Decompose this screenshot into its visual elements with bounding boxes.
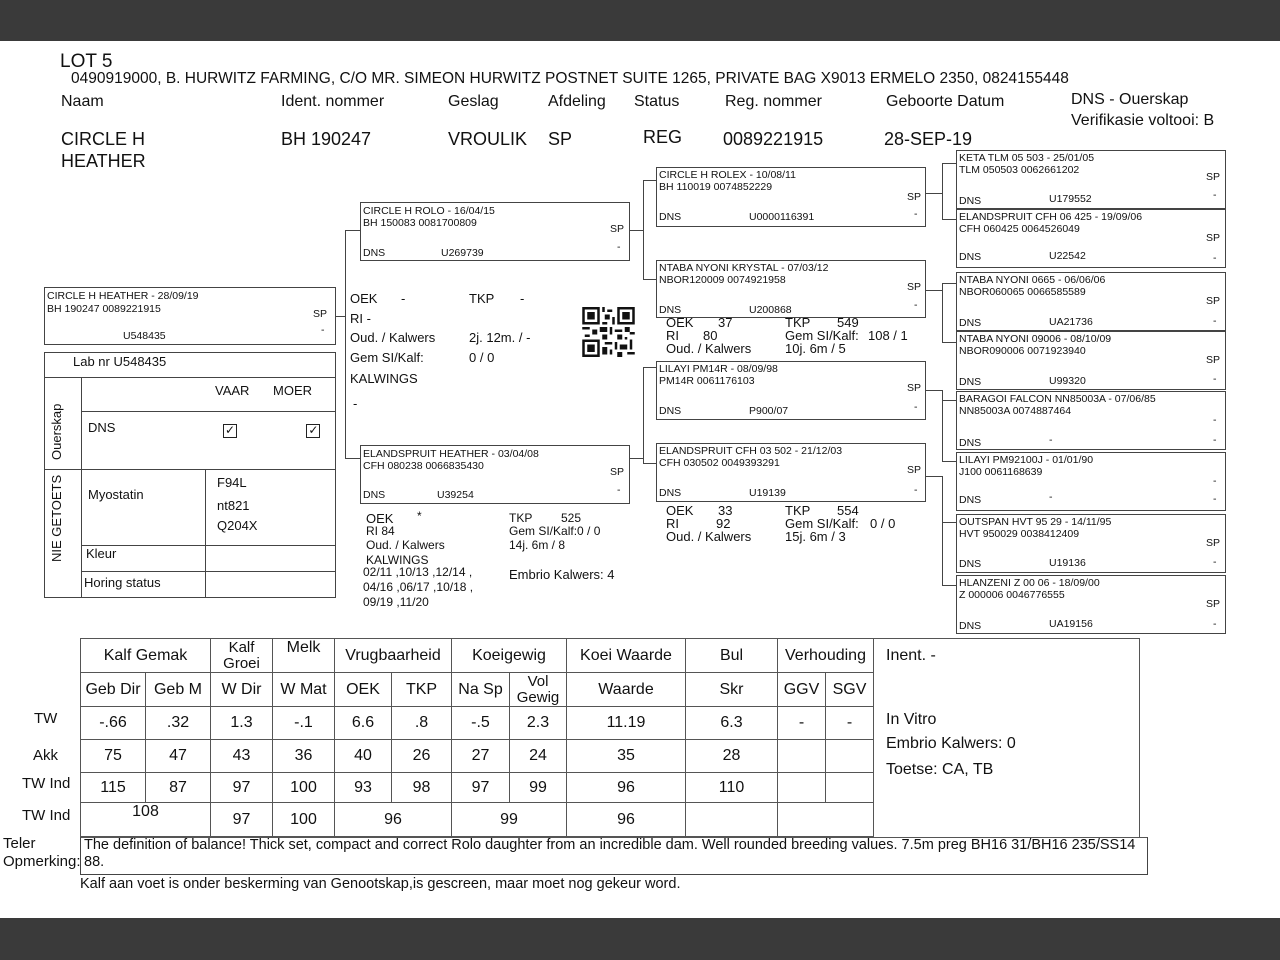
- tw-cell: -.66: [81, 707, 146, 740]
- myo-q204x: Q204X: [217, 518, 258, 533]
- gp-id: NBOR120009 0074921958: [659, 274, 786, 286]
- dam-embrio: Embrio Kalwers: 4: [509, 567, 615, 582]
- animal-geboorte: 28-SEP-19: [884, 129, 973, 149]
- tw-cell: 6.6: [335, 707, 392, 740]
- row-label-twind: TW Ind: [22, 775, 71, 792]
- tw-cell: 6.3: [686, 707, 778, 740]
- akk-cell: [778, 740, 826, 773]
- gp4-gem-val: 0 / 0: [870, 516, 896, 531]
- lab-horing: Horing status: [84, 575, 161, 590]
- connector: [942, 390, 943, 401]
- subj-gem-val: 0 / 0: [469, 350, 495, 365]
- ggp-box-4: [956, 331, 1226, 390]
- ggp-box-8: [956, 575, 1226, 634]
- sub-oek: OEK: [335, 673, 392, 707]
- hdr-melk: Melk: [273, 639, 335, 673]
- akk-cell: 35: [567, 740, 686, 773]
- subject-dash: -: [321, 324, 325, 336]
- gp-code: U0000116391: [749, 211, 815, 223]
- connector: [942, 461, 956, 462]
- connector: [942, 522, 956, 523]
- connector: [925, 390, 943, 391]
- embrio-kalwers: Embrio Kalwers: 0: [886, 735, 1016, 752]
- sub-w-mat: W Mat: [273, 673, 335, 707]
- lab-moer: MOER: [273, 383, 312, 398]
- ggp-dns: DNS: [959, 437, 982, 449]
- connector: [942, 283, 943, 343]
- connector: [942, 219, 956, 220]
- gp-sp: SP: [907, 382, 922, 394]
- hdr-kalf-groei: [211, 639, 273, 673]
- ggp-title: NTABA NYONI 09006 - 08/10/09: [959, 333, 1112, 345]
- dam-dash: -: [617, 484, 621, 496]
- gp-dash: -: [914, 299, 918, 311]
- lab-vaar: VAAR: [215, 383, 250, 398]
- sub-w-dir: W Dir: [211, 673, 273, 707]
- lab-kleur: Kleur: [86, 546, 117, 561]
- tw-cell: -: [826, 707, 874, 740]
- col-geboorte: Geboorte Datum: [886, 93, 1005, 110]
- ggp-sp: SP: [1206, 598, 1221, 610]
- hdr-bul: Bul: [686, 639, 778, 673]
- gp-id: PM14R 0061176103: [659, 375, 755, 387]
- animal-afdeling: SP: [548, 129, 573, 149]
- akk-cell: 27: [452, 740, 510, 773]
- ggp-dash: -: [1213, 414, 1217, 426]
- ggp-sp: SP: [1206, 295, 1221, 307]
- lab-nie-getoets: NIE GETOETS: [49, 474, 64, 562]
- vaar-check-icon: ✓: [224, 423, 236, 437]
- sire-code: U269739: [441, 247, 484, 259]
- twind-cell: 93: [335, 773, 392, 803]
- dam-kalwings-3: 09/19 ,11/20: [363, 595, 429, 609]
- ggp-sp: SP: [1206, 537, 1221, 549]
- animal-reg: 0089221915: [723, 129, 824, 149]
- twind-cell: 99: [510, 773, 567, 803]
- subj-oud-val: 2j. 12m. / -: [469, 330, 531, 345]
- twind-cell: 110: [686, 773, 778, 803]
- connector: [643, 180, 644, 280]
- gp2-age: 10j. 6m / 5: [785, 341, 846, 356]
- twind-cell: 96: [567, 773, 686, 803]
- sub-waarde: Waarde: [567, 673, 686, 707]
- ggp-title: BARAGOI FALCON NN85003A - 07/06/85: [959, 393, 1156, 405]
- akk-cell: 26: [392, 740, 452, 773]
- connector: [643, 279, 656, 280]
- connector: [925, 476, 943, 477]
- ggp-box-5: [956, 391, 1226, 450]
- dns-verifikasie: Verifikasie voltooi: B: [1071, 112, 1215, 129]
- connector: [925, 290, 943, 291]
- subject-code: U548435: [123, 330, 166, 342]
- ggp-dash: -: [1213, 315, 1217, 327]
- dam-dns: DNS: [363, 489, 386, 501]
- ggp-code: UA21736: [1049, 316, 1093, 328]
- sub-na-sp: Na Sp: [452, 673, 510, 707]
- ggp-title: LILAYI PM92100J - 01/01/90: [959, 454, 1094, 466]
- ggp-dns: DNS: [959, 317, 982, 329]
- animal-name-2: HEATHER: [61, 151, 146, 171]
- dam-title: ELANDSPRUIT HEATHER - 03/04/08: [363, 448, 539, 460]
- gp-box-2: [656, 260, 926, 318]
- myo-nt821: nt821: [217, 498, 250, 513]
- lab-dns: DNS: [88, 420, 116, 435]
- ggp-sp: SP: [1206, 232, 1221, 244]
- ggp-dash: -: [1213, 556, 1217, 568]
- connector: [942, 400, 956, 401]
- subject-id: BH 190247 0089221915: [47, 303, 161, 315]
- tw-cell: 1.3: [211, 707, 273, 740]
- dam-kalwings-2: 04/16 ,06/17 ,10/18 ,: [363, 580, 474, 594]
- ggp-code: U99320: [1049, 375, 1086, 387]
- dam-age: 14j. 6m / 8: [509, 538, 566, 552]
- ggp-dns: DNS: [959, 251, 982, 263]
- gp-code: P900/07: [749, 405, 789, 417]
- gp4-oek: OEK: [666, 503, 694, 518]
- gp-id: CFH 030502 0049393291: [659, 457, 780, 469]
- connector: [643, 463, 656, 464]
- gp2-tkp-val: 549: [837, 315, 859, 330]
- col-naam: Naam: [61, 93, 104, 110]
- twind-cell: 100: [273, 773, 335, 803]
- twind-cell: 115: [81, 773, 146, 803]
- dam-kalwings-1: 02/11 ,10/13 ,12/14 ,: [363, 565, 473, 579]
- gp-dns: DNS: [659, 211, 682, 223]
- gp-sp: SP: [907, 464, 922, 476]
- tw-cell: .8: [392, 707, 452, 740]
- gp4-tkp: TKP: [785, 503, 811, 518]
- twind2-cell-empty: [778, 803, 874, 837]
- ggp-code: U179552: [1049, 193, 1092, 205]
- hdr-koeigewig: Koeigewig: [452, 639, 567, 673]
- twind-cell: 97: [452, 773, 510, 803]
- remarks-text: The definition of balance! Thick set, compact and correct Rolo daughter from an incredible dam. Well rounded breeding values. 7.5m preg BH16 31/BH16 235/SS14 88.: [84, 837, 1136, 870]
- gp4-oek-val: 33: [718, 503, 733, 518]
- hdr-kalf: Kalf: [228, 638, 255, 656]
- ggp-id: HVT 950029 0038412409: [959, 528, 1080, 540]
- gp-title: LILAYI PM14R - 08/09/98: [659, 363, 778, 375]
- row-label-twind-2: TW Ind: [22, 807, 71, 824]
- connector: [643, 367, 644, 464]
- subject-sp: SP: [313, 308, 328, 320]
- col-reg: Reg. nommer: [725, 93, 822, 110]
- opmerking-label: Opmerking:: [3, 853, 81, 870]
- dam-kalwings: KALWINGS: [366, 553, 429, 567]
- ggp-id: NBOR090006 0071923940: [959, 345, 1086, 357]
- gp-dns: DNS: [659, 487, 682, 499]
- twind2-cell: 96: [567, 803, 686, 837]
- twind2-cell: 99: [452, 803, 567, 837]
- ggp-dns: DNS: [959, 494, 982, 506]
- ggp-title: OUTSPAN HVT 95 29 - 14/11/95: [959, 516, 1112, 528]
- akk-cell: 36: [273, 740, 335, 773]
- twind-cell: 98: [392, 773, 452, 803]
- connector: [942, 400, 943, 462]
- sub-sgv: SGV: [826, 673, 874, 707]
- dam-oek: OEK: [366, 511, 394, 526]
- ggp-title: ELANDSPRUIT CFH 06 425 - 19/09/06: [959, 211, 1143, 223]
- ggp-box-3: [956, 272, 1226, 331]
- subj-tkp: TKP: [469, 291, 495, 306]
- row-label-tw: TW: [34, 710, 58, 727]
- gp-box-4: [656, 443, 926, 502]
- twind2-cell: 100: [273, 803, 335, 837]
- hdr-koei-waarde: Koei Waarde: [567, 639, 686, 673]
- col-status: Status: [634, 93, 680, 110]
- akk-cell: 47: [146, 740, 211, 773]
- ggp-dns: DNS: [959, 376, 982, 388]
- connector: [643, 367, 656, 368]
- connector: [942, 283, 956, 284]
- footer-note: Kalf aan voet is onder beskerming van Genootskap,is gescreen, maar moet nog gekeur word.: [80, 876, 681, 892]
- lab-nr: Lab nr U548435: [73, 354, 167, 369]
- animal-name-1: CIRCLE H: [61, 129, 146, 149]
- gp2-gem: Gem SI/Kalf:: [785, 328, 859, 343]
- ggp-box-1: [956, 150, 1226, 209]
- ggp-id: J100 0061168639: [959, 466, 1043, 478]
- gp4-age: 15j. 6m / 3: [785, 529, 846, 544]
- gp-sp: SP: [907, 191, 922, 203]
- ggp-dash: -: [1213, 618, 1217, 630]
- subj-ri: RI -: [350, 311, 371, 326]
- gp2-oek: OEK: [666, 315, 694, 330]
- subj-kalwings: KALWINGS: [350, 371, 418, 386]
- ggp-dns: DNS: [959, 195, 982, 207]
- ggp-dash: -: [1213, 373, 1217, 385]
- twind2-cell: 96: [335, 803, 452, 837]
- ggp-box-7: [956, 514, 1226, 573]
- dam-sp: SP: [610, 466, 625, 478]
- dam-ri: RI 84: [366, 524, 395, 538]
- subject-box: [44, 287, 336, 345]
- sire-title: CIRCLE H ROLO - 16/04/15: [363, 205, 495, 217]
- ggp-id: CFH 060425 0064526049: [959, 223, 1080, 235]
- inent: Inent. -: [886, 647, 936, 664]
- twind2-cell: [686, 803, 778, 837]
- in-vitro: In Vitro: [886, 711, 937, 728]
- sub-vol-gewig: [510, 673, 567, 707]
- ggp-dash: -: [1213, 252, 1217, 264]
- connector: [345, 230, 346, 459]
- connector: [942, 476, 943, 586]
- akk-cell: 75: [81, 740, 146, 773]
- hdr-verhouding: Verhouding: [778, 639, 874, 673]
- ggp-code: -: [1049, 434, 1053, 446]
- animal-status: REG: [643, 127, 683, 147]
- gp4-ri-val: 92: [716, 516, 731, 531]
- gp-code: U200868: [749, 304, 792, 316]
- tw-cell: .32: [146, 707, 211, 740]
- gp4-gem: Gem SI/Kalf:: [785, 516, 859, 531]
- ggp-dash-2: -: [1213, 493, 1217, 505]
- lab-myostatin: Myostatin: [88, 487, 144, 502]
- col-ident: Ident. nommer: [281, 93, 385, 110]
- ggp-dash-2: -: [1213, 434, 1217, 446]
- gp2-oud: Oud. / Kalwers: [666, 341, 752, 356]
- connector: [942, 163, 956, 164]
- tw-cell: -: [778, 707, 826, 740]
- ggp-sp: SP: [1206, 354, 1221, 366]
- sub-gewig: Gewig: [516, 688, 560, 706]
- gp-dash: -: [914, 401, 918, 413]
- akk-cell: [826, 740, 874, 773]
- gp-title: NTABA NYONI KRYSTAL - 07/03/12: [659, 262, 829, 274]
- ggp-code: -: [1049, 491, 1053, 503]
- ggp-dns: DNS: [959, 620, 982, 632]
- sire-box: [360, 202, 630, 261]
- dam-code: U39254: [437, 489, 474, 501]
- ggp-box-6: [956, 452, 1226, 511]
- ggp-id: NN85003A 0074887464: [959, 405, 1072, 417]
- gp-box-3: [656, 361, 926, 420]
- gp4-ri: RI: [666, 516, 679, 531]
- gp2-tkp: TKP: [785, 315, 811, 330]
- ggp-sp: SP: [1206, 171, 1221, 183]
- gp-box-1: [656, 167, 926, 227]
- dam-gem: Gem SI/Kalf:0 / 0: [509, 524, 601, 538]
- twind2-cell: 97: [211, 803, 273, 837]
- gp-dash: -: [914, 208, 918, 220]
- ggp-dash: -: [1213, 475, 1217, 487]
- connector: [643, 180, 656, 181]
- sub-geb-m: Geb M: [146, 673, 211, 707]
- dam-tkp: TKP: [509, 511, 533, 525]
- col-afdeling: Afdeling: [548, 93, 606, 110]
- ggp-title: KETA TLM 05 503 - 25/01/05: [959, 152, 1095, 164]
- ggp-title: HLANZENI Z 00 06 - 18/09/00: [959, 577, 1100, 589]
- sire-id: BH 150083 0081700809: [363, 217, 477, 229]
- gp2-ri-val: 80: [703, 328, 718, 343]
- ggp-id: Z 000006 0046776555: [959, 589, 1065, 601]
- lot-number: LOT 5: [60, 51, 113, 72]
- ggp-id: TLM 050503 0062661202: [959, 164, 1080, 176]
- ggp-dns: DNS: [959, 558, 982, 570]
- twind-cell: 87: [146, 773, 211, 803]
- ggp-code: U22542: [1049, 250, 1086, 262]
- gp4-oud: Oud. / Kalwers: [666, 529, 752, 544]
- gp4-tkp-val: 554: [837, 503, 859, 518]
- hdr-groei: Groei: [223, 654, 260, 672]
- ggp-dash: -: [1213, 189, 1217, 201]
- connector: [942, 585, 956, 586]
- subj-tkp-val: -: [520, 291, 525, 306]
- ggp-box-2: [956, 209, 1226, 268]
- subj-oud: Oud. / Kalwers: [350, 330, 436, 345]
- bottom-bar: [0, 918, 1280, 960]
- gp-dash: -: [914, 484, 918, 496]
- tw-cell: 11.19: [567, 707, 686, 740]
- toetse: Toetse: CA, TB: [886, 761, 994, 778]
- gp-dns: DNS: [659, 405, 682, 417]
- connector: [345, 230, 360, 231]
- sire-dash: -: [617, 241, 621, 253]
- sub-ggv: GGV: [778, 673, 826, 707]
- akk-cell: 28: [686, 740, 778, 773]
- sub-skr: Skr: [686, 673, 778, 707]
- moer-check-icon: ✓: [308, 423, 319, 437]
- myo-f94l: F94L: [217, 475, 247, 490]
- sub-vol: Vol: [527, 672, 549, 690]
- connector: [942, 163, 943, 220]
- subj-oek-val: -: [401, 291, 406, 306]
- tw-cell: 2.3: [510, 707, 567, 740]
- sub-tkp: TKP: [392, 673, 452, 707]
- top-bar: [0, 0, 1280, 41]
- akk-cell: 24: [510, 740, 567, 773]
- row-label-akk: Akk: [33, 747, 59, 764]
- twind-cell: 97: [211, 773, 273, 803]
- twind-cell: [826, 773, 874, 803]
- hdr-kalf-gemak: Kalf Gemak: [81, 639, 211, 673]
- tw-cell: -.1: [273, 707, 335, 740]
- twind2-cell: 108: [81, 803, 211, 837]
- connector: [345, 458, 360, 459]
- subject-title: CIRCLE H HEATHER - 28/09/19: [47, 290, 199, 302]
- hdr-vrugbaarheid: Vrugbaarheid: [335, 639, 452, 673]
- gp2-oek-val: 37: [718, 315, 733, 330]
- dns-ouerskap: DNS - Ouerskap: [1071, 91, 1189, 108]
- gp-code: U19139: [749, 487, 786, 499]
- ggp-code: U19136: [1049, 557, 1086, 569]
- ggp-code: UA19156: [1049, 618, 1093, 630]
- sub-geb-dir: Geb Dir: [81, 673, 146, 707]
- subj-gem: Gem SI/Kalf:: [350, 350, 424, 365]
- gp2-ri: RI: [666, 328, 679, 343]
- gp-title: CIRCLE H ROLEX - 10/08/11: [659, 169, 796, 181]
- seller-line: 0490919000, B. HURWITZ FARMING, C/O MR. SIMEON HURWITZ POSTNET SUITE 1265, PRIVATE BAG X9013 ERMELO 2350, 0824155448: [71, 70, 1069, 87]
- connector: [629, 230, 644, 231]
- connector: [925, 193, 943, 194]
- gp-sp: SP: [907, 281, 922, 293]
- qr-code: [582, 307, 635, 357]
- connector: [629, 458, 644, 459]
- dam-box: [360, 445, 630, 504]
- dam-oek-val: *: [417, 509, 422, 523]
- dam-tkp-val: 525: [561, 511, 582, 525]
- ggp-title: NTABA NYONI 0665 - 06/06/06: [959, 274, 1106, 286]
- gp-id: BH 110019 0074852229: [659, 181, 773, 193]
- sire-dns: DNS: [363, 247, 386, 259]
- lab-ouerskap: Ouerskap: [49, 403, 64, 460]
- gp2-gem-val: 108 / 1: [868, 328, 908, 343]
- dam-oud: Oud. / Kalwers: [366, 538, 445, 552]
- animal-geslag: VROULIK: [448, 129, 528, 149]
- ggp-id: NBOR060065 0066585589: [959, 286, 1086, 298]
- teler-label: Teler: [3, 835, 36, 852]
- connector: [942, 342, 956, 343]
- twind-cell: [778, 773, 826, 803]
- gp-title: ELANDSPRUIT CFH 03 502 - 21/12/03: [659, 445, 843, 457]
- dam-id: CFH 080238 0066835430: [363, 460, 484, 472]
- subj-kalwings-val: -: [353, 396, 358, 411]
- akk-cell: 43: [211, 740, 273, 773]
- tw-cell: -.5: [452, 707, 510, 740]
- col-geslag: Geslag: [448, 93, 499, 110]
- subj-oek: OEK: [350, 291, 378, 306]
- sire-sp: SP: [610, 223, 625, 235]
- animal-ident: BH 190247: [281, 129, 372, 149]
- akk-cell: 40: [335, 740, 392, 773]
- gp-dns: DNS: [659, 304, 682, 316]
